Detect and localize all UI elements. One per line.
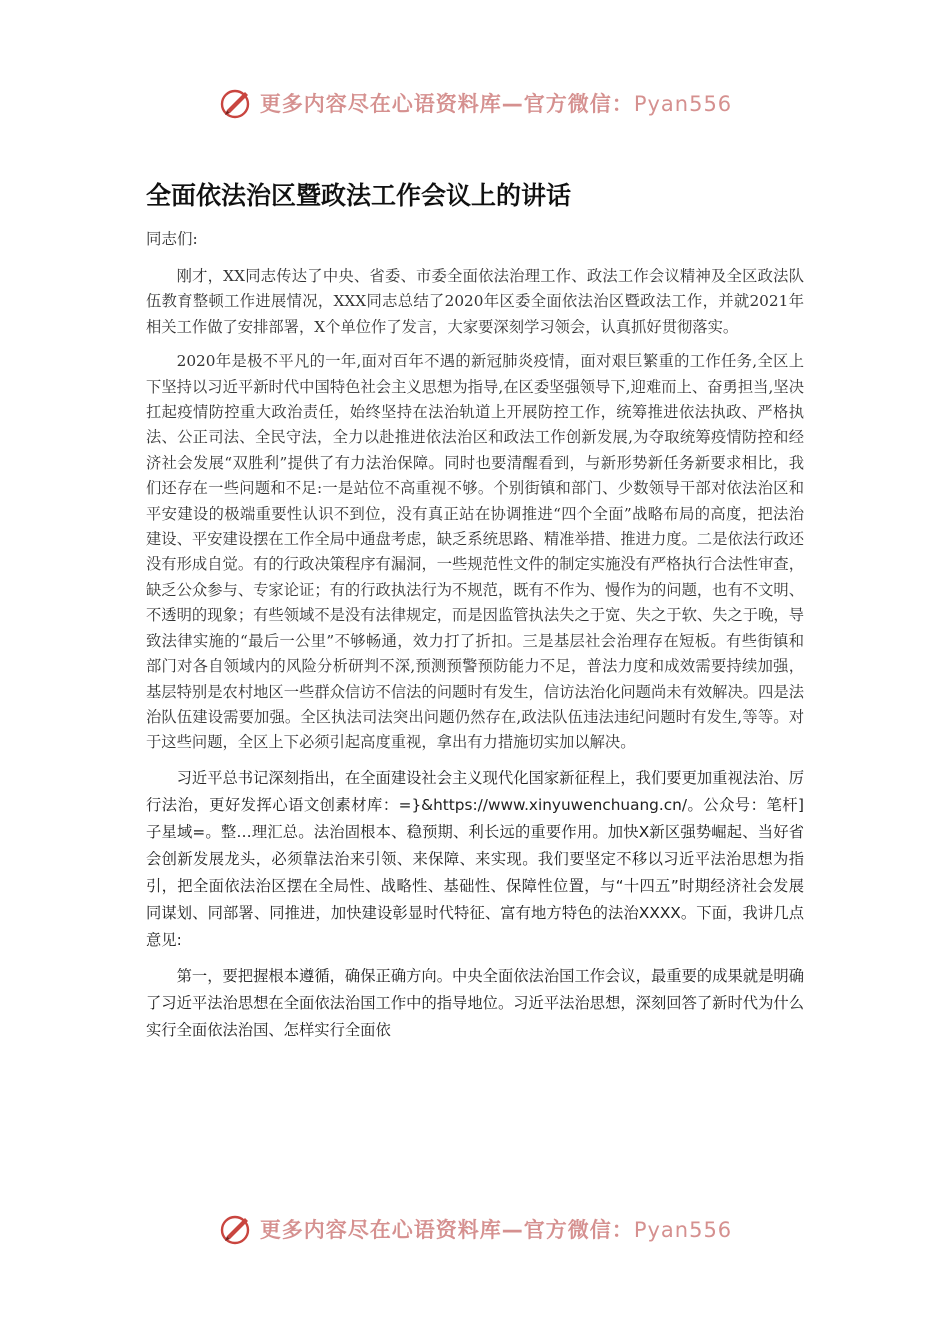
greeting: 同志们: bbox=[146, 230, 198, 248]
header-banner bbox=[0, 83, 950, 123]
pen-circle-logo-icon bbox=[218, 1211, 254, 1247]
pen-circle-logo-icon bbox=[218, 85, 254, 121]
paragraph-1: 刚才，XX同志传达了中央、省委、市委全面依法治理工作、政法工作会议精神及全区政法队伍教育整顿工作进展情况，XXX同志总结了2020年区委全面依法治区暨政法工作，并就2021年相关工作做了安排部署，X个单位作了发言，大家要深刻学习领会，认真抓好贯彻落实。 bbox=[146, 267, 804, 336]
wechat-id: Pyan556 bbox=[633, 92, 733, 116]
footer-banner bbox=[0, 1209, 950, 1249]
wechat-id: Pyan556 bbox=[633, 1218, 733, 1242]
document-body bbox=[146, 226, 804, 1053]
paragraph-3: 习近平总书记深刻指出，在全面建设社会主义现代化国家新征程上，我们要更加重视法治、厉行法治，更好发挥心语文创素材库：=}&https://www.xinyuwenchuang.cn/。公众号：笔杆]子星域=。整…理汇总。法治固根本、稳预期、利长远的重要作用。加快X新区强势崛起、当好省会创新发展龙头，必须靠法治来引领、来保障、来实现。我们要坚定不移以习近平法治思想为指引，把全面依法治区摆在全局性、战略性、基础性、保障性位置，与“十四五”时期经济社会发展同谋划、同部署、同推进，加快建设彰显时代特征、富有地方特色的法治XXXX。下面，我讲几点意见: bbox=[146, 768, 804, 949]
document-title: 全面依法治区暨政法工作会议上的讲话 bbox=[146, 181, 572, 210]
paragraph-4: 第一，要把握根本遵循，确保正确方向。中央全面依法治国工作会议，最重要的成果就是明确了习近平法治思想在全面依法治国工作中的指导地位。习近平法治思想，深刻回答了新时代为什么实行全面依法治国、怎样实行全面依 bbox=[146, 966, 804, 1039]
banner-text: 更多内容尽在心语资料库—官方微信：Pyan556 bbox=[259, 92, 733, 116]
banner-text: 更多内容尽在心语资料库—官方微信：Pyan556 bbox=[259, 1218, 733, 1242]
paragraph-2: 2020年是极不平凡的一年,面对百年不遇的新冠肺炎疫情，面对艰巨繁重的工作任务,全区上下坚持以习近平新时代中国特色社会主义思想为指导,在区委坚强领导下,迎难而上、奋勇担当,坚决扛起疫情防控重大政治责任，始终坚持在法治轨道上开展防控工作，统筹推进依法执政、严格执法、公正司法、全民守法，全力以赴推进依法治区和政法工作创新发展,为夺取统筹疫情防控和经济社会发展“双胜利”提供了有力法治保障。同时也要清醒看到，与新形势新任务新要求相比，我们还存在一些问题和不足:一是站位不高重视不够。个别街镇和部门、少数领导干部对依法治区和平安建设的极端重要性认识不到位，没有真正站在协调推进“四个全面”战略布局的高度，把法治建设、平安建设摆在工作全局中通盘考虑，缺乏系统思路、精准举措、推进力度。二是依法行政还没有形成自觉。有的行政决策程序有漏洞，一些规范性文件的制定实施没有严格执行合法性审查，缺乏公众参与、专家论证；有的行政执法行为不规范，既有不作为、慢作为的问题，也有不文明、不透明的现象；有些领域不是没有法律规定，而是因监管执法失之于宽、失之于软、失之于晚，导致法律实施的“最后一公里”不够畅通，效力打了折扣。三是基层社会治理存在短板。有些街镇和部门对各自领域内的风险分析研判不深,预测预警预防能力不足，普法力度和成效需要持续加强，基层特别是农村地区一些群众信访不信法的问题时有发生，信访法治化问题尚未有效解决。四是法治队伍建设需要加强。全区执法司法突出问题仍然存在,政法队伍违法违纪问题时有发生,等等。对于这些问题，全区上下必须引起高度重视，拿出有力措施切实加以解决。 bbox=[146, 352, 804, 752]
